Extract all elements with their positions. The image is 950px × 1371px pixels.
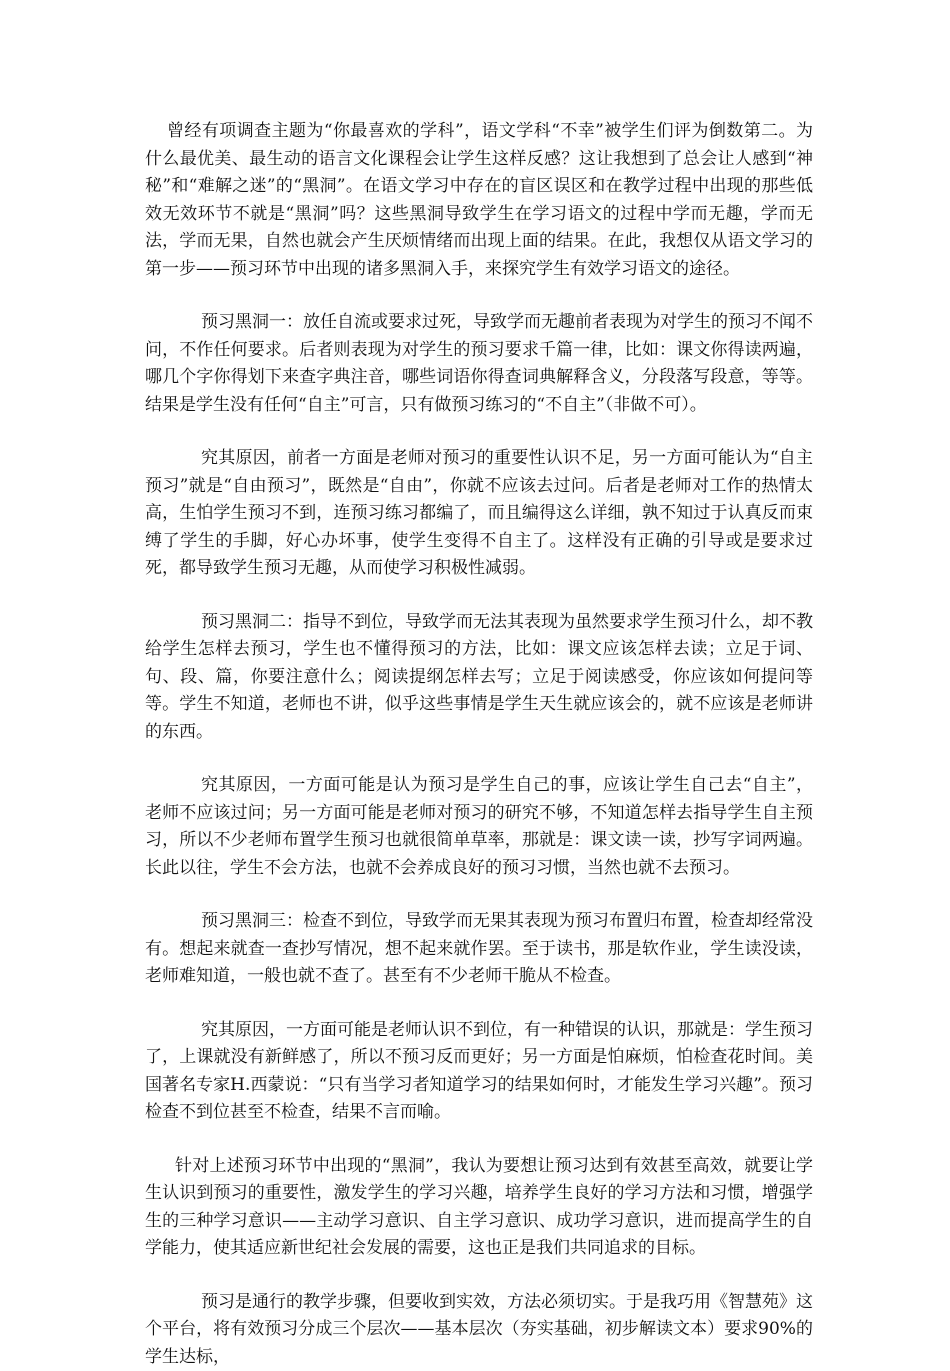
paragraph-black-hole-two: 预习黑洞二：指导不到位，导致学而无法其表现为虽然要求学生预习什么，却不教给学生怎样去预习，学生也不懂得预习的方法，比如：课文应该怎样去读；立足于词、句、段、篇，你要注意什么；阅读提纲怎样去写；立足于阅读感受，你应该如何提问等等。学生不知道，老师也不讲，似乎这些事情是学生天生就应该会的，就不应该是老师讲的东西。 <box>145 609 813 747</box>
paragraph-reason-two: 究其原因，一方面可能是认为预习是学生自己的事，应该让学生自己去“自主”，老师不应该过问；另一方面可能是老师对预习的研究不够，不知道怎样去指导学生自主预习，所以不少老师布置学生预习也就很简单草率，那就是：课文读一读，抄写字词两遍。长此以往，学生不会方法，也就不会养成良好的预习习惯，当然也就不去预习。 <box>145 772 813 882</box>
paragraph-conclusion: 针对上述预习环节中出现的“黑洞”，我认为要想让预习达到有效甚至高效，就要让学生认识到预习的重要性，激发学生的学习兴趣，培养学生良好的学习方法和习惯，增强学生的三种学习意识——主动学习意识、自主学习意识、成功学习意识，进而提高学生的自学能力，使其适应新世纪社会发展的需要，这也正是我们共同追求的目标。 <box>145 1153 813 1263</box>
paragraph-black-hole-three: 预习黑洞三：检查不到位，导致学而无果其表现为预习布置归布置，检查却经常没有。想起来就查一查抄写情况，想不起来就作罢。至于读书，那是软作业，学生读没读，老师难知道，一般也就不查了。甚至有不少老师干脆从不检查。 <box>145 908 813 991</box>
paragraph-reason-three: 究其原因，一方面可能是老师认识不到位，有一种错误的认识，那就是：学生预习了，上课就没有新鲜感了，所以不预习反而更好；另一方面是怕麻烦，怕检查花时间。美国著名专家H.西蒙说：“只有当学习者知道学习的结果如何时，才能发生学习兴趣”。预习检查不到位甚至不检查，结果不言而喻。 <box>145 1017 813 1127</box>
paragraph-black-hole-one: 预习黑洞一：放任自流或要求过死，导致学而无趣前者表现为对学生的预习不闻不问，不作任何要求。后者则表现为对学生的预习要求千篇一律，比如：课文你得读两遍，哪几个字你得划下来查字典注音，哪些词语你得查词典解释含义，分段落写段意，等等。结果是学生没有任何“自主”可言，只有做预习练习的“不自主”（非做不可）。 <box>145 309 813 419</box>
document-body <box>145 118 813 1371</box>
paragraph-method: 预习是通行的教学步骤，但要收到实效，方法必须切实。于是我巧用《智慧苑》这个平台，将有效预习分成三个层次——基本层次（夯实基础，初步解读文本）要求90%的学生达标， <box>145 1289 813 1371</box>
paragraph-reason-one: 究其原因，前者一方面是老师对预习的重要性认识不足，另一方面可能认为“自主预习”就是“自由预习”，既然是“自由”，你就不应该去过问。后者是老师对工作的热情太高，生怕学生预习不到，连预习练习都编了，而且编得这么详细，孰不知过于认真反而束缚了学生的手脚，好心办坏事，使学生变得不自主了。这样没有正确的引导或是要求过死，都导致学生预习无趣，从而使学习积极性减弱。 <box>145 445 813 583</box>
paragraph-intro: 曾经有项调查主题为“你最喜欢的学科”，语文学科“不幸”被学生们评为倒数第二。为什么最优美、最生动的语言文化课程会让学生这样反感？这让我想到了总会让人感到“神秘”和“难解之迷”的“黑洞”。在语文学习中存在的盲区误区和在教学过程中出现的那些低效无效环节不就是“黑洞”吗？这些黑洞导致学生在学习语文的过程中学而无趣，学而无法，学而无果，自然也就会产生厌烦情绪而出现上面的结果。在此，我想仅从语文学习的第一步——预习环节中出现的诸多黑洞入手，来探究学生有效学习语文的途径。 <box>145 118 813 283</box>
